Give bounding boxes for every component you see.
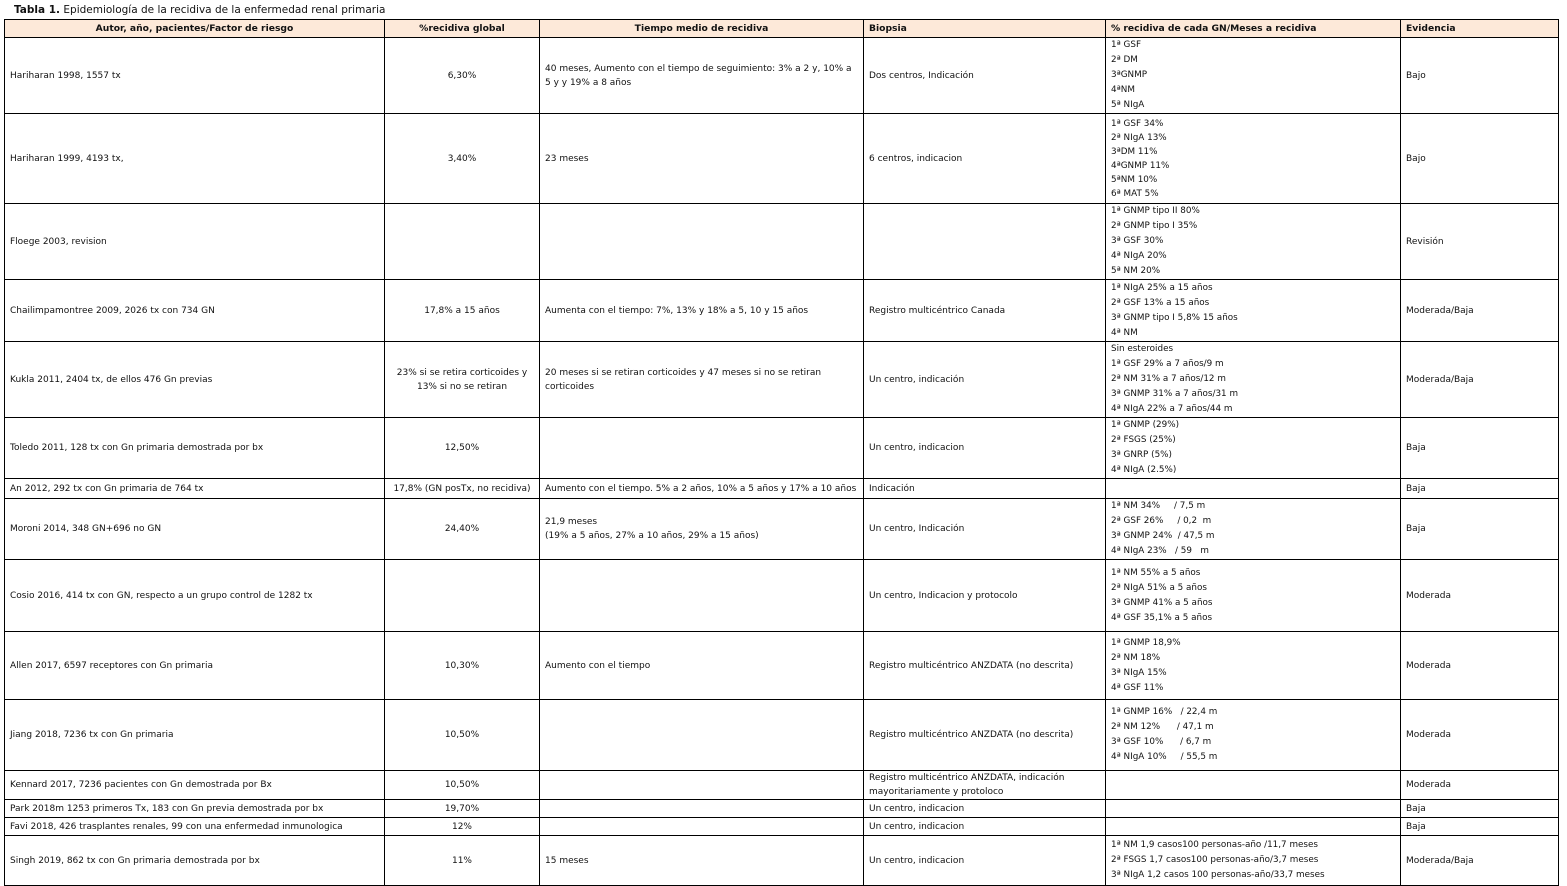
cell-author: Favi 2018, 426 trasplantes renales, 99 con una enfermedad inmunologica	[5, 818, 385, 836]
header-biopsy: Biopsia	[864, 20, 1106, 38]
gn-line: 1ª GSF 29% a 7 años/9 m	[1111, 359, 1224, 369]
cell-evidence: Moderada	[1401, 700, 1559, 771]
cell-author: Moroni 2014, 348 GN+696 no GN	[5, 499, 385, 560]
cell-global: 12%	[385, 818, 540, 836]
cell-biopsy: 6 centros, indicacion	[864, 114, 1106, 204]
cell-time: 21,9 meses (19% a 5 años, 27% a 10 años, 29% a 15 años)	[540, 499, 864, 560]
cell-time	[540, 818, 864, 836]
cell-global: 19,70%	[385, 800, 540, 818]
cell-evidence: Moderada/Baja	[1401, 280, 1559, 342]
cell-global: 11%	[385, 836, 540, 886]
cell-biopsy: Registro multicéntrico ANZDATA (no descrita)	[864, 700, 1106, 771]
cell-evidence: Moderada	[1401, 632, 1559, 700]
gn-line: 4ª NIgA 22% a 7 años/44 m	[1111, 404, 1233, 414]
cell-gn-recurrence	[1106, 38, 1401, 114]
table-row	[5, 38, 1559, 114]
table-caption	[14, 4, 385, 17]
gn-line: 3ª GNMP 24% / 47,5 m	[1111, 531, 1215, 541]
cell-gn-recurrence	[1106, 800, 1401, 818]
gn-line: 4ª NIgA 10% / 55,5 m	[1111, 752, 1218, 762]
gn-line: 3ª GNRP (5%)	[1111, 450, 1172, 460]
cell-gn-recurrence	[1106, 204, 1401, 280]
cell-global: 10,30%	[385, 632, 540, 700]
table-row	[5, 114, 1559, 204]
gn-line: 4ª NIgA 20%	[1111, 251, 1167, 261]
gn-line: 3ª GNMP 31% a 7 años/31 m	[1111, 389, 1239, 399]
cell-gn-recurrence	[1106, 479, 1401, 499]
table-row	[5, 700, 1559, 771]
gn-line: 3ªGNMP	[1111, 70, 1148, 80]
table-row	[5, 204, 1559, 280]
gn-line: 1ª NIgA 25% a 15 años	[1111, 282, 1213, 293]
gn-line: 2ª FSGS 1,7 casos100 personas-año/3,7 meses	[1111, 855, 1319, 865]
cell-time	[540, 800, 864, 818]
cell-time	[540, 204, 864, 280]
cell-time: Aumento con el tiempo. 5% a 2 años, 10% a 5 años y 17% a 10 años	[540, 479, 864, 499]
gn-line: 1ª GNMP (29%)	[1111, 420, 1180, 430]
header-global: %recidiva global	[385, 20, 540, 38]
cell-biopsy: Un centro, Indicación	[864, 499, 1106, 560]
gn-line: 1ª GNMP tipo II 80%	[1111, 206, 1200, 216]
cell-author: Hariharan 1999, 4193 tx,	[5, 114, 385, 204]
cell-time: 20 meses si se retiran corticoides y 47 meses si no se retiran corticoides	[540, 342, 864, 418]
cell-biopsy: Un centro, indicacion	[864, 818, 1106, 836]
gn-line: 1ª NM 34% / 7,5 m	[1111, 501, 1206, 511]
cell-author: An 2012, 292 tx con Gn primaria de 764 tx	[5, 479, 385, 499]
cell-global: 10,50%	[385, 771, 540, 800]
cell-gn-recurrence	[1106, 418, 1401, 479]
cell-biopsy: Registro multicéntrico ANZDATA, indicación mayoritariamente y protoloco	[864, 771, 1106, 800]
cell-author: Park 2018m 1253 primeros Tx, 183 con Gn previa demostrada por bx	[5, 800, 385, 818]
gn-line: 2ª GSF 13% a 15 años	[1111, 297, 1210, 308]
cell-author: Floege 2003, revision	[5, 204, 385, 280]
gn-line: 2ª NM 18%	[1111, 652, 1161, 663]
cell-author: Toledo 2011, 128 tx con Gn primaria demostrada por bx	[5, 418, 385, 479]
table-row	[5, 818, 1559, 836]
gn-line: 2ª NIgA 13%	[1111, 132, 1167, 143]
gn-line: 1ª NM 1,9 casos100 personas-año /11,7 meses	[1111, 840, 1319, 850]
cell-gn-recurrence	[1106, 836, 1401, 886]
gn-line: 5ªNM 10%	[1111, 174, 1158, 185]
table-row	[5, 418, 1559, 479]
cell-time: Aumenta con el tiempo: 7%, 13% y 18% a 5, 10 y 15 años	[540, 280, 864, 342]
cell-author: Chailimpamontree 2009, 2026 tx con 734 GN	[5, 280, 385, 342]
cell-time	[540, 418, 864, 479]
cell-biopsy: Un centro, indicacion	[864, 836, 1106, 886]
header-row	[5, 20, 1559, 38]
table-row	[5, 771, 1559, 800]
gn-line: 5ª NIgA	[1111, 100, 1145, 110]
cell-evidence: Bajo	[1401, 114, 1559, 204]
table-row	[5, 836, 1559, 886]
gn-line: 1ª GSF 34%	[1111, 118, 1164, 129]
cell-gn-recurrence	[1106, 818, 1401, 836]
gn-line: 2ª DM	[1111, 55, 1138, 65]
cell-evidence: Baja	[1401, 800, 1559, 818]
cell-global: 24,40%	[385, 499, 540, 560]
cell-evidence: Baja	[1401, 818, 1559, 836]
cell-author: Cosio 2016, 414 tx con GN, respecto a un grupo control de 1282 tx	[5, 560, 385, 632]
cell-author: Jiang 2018, 7236 tx con Gn primaria	[5, 700, 385, 771]
header-time: Tiempo medio de recidiva	[540, 20, 864, 38]
cell-global: 17,8% (GN posTx, no recidiva)	[385, 479, 540, 499]
cell-global	[385, 204, 540, 280]
table-row	[5, 280, 1559, 342]
cell-time	[540, 560, 864, 632]
cell-evidence: Baja	[1401, 499, 1559, 560]
gn-line: 5ª NM 20%	[1111, 266, 1161, 276]
cell-evidence: Moderada	[1401, 771, 1559, 800]
gn-line: 2ª NM 12% / 47,1 m	[1111, 722, 1214, 732]
gn-line: 4ª NM	[1111, 327, 1138, 338]
gn-line: 6ª MAT 5%	[1111, 188, 1159, 199]
cell-gn-recurrence	[1106, 499, 1401, 560]
gn-line: 4ªNM	[1111, 85, 1135, 95]
table-row	[5, 499, 1559, 560]
cell-biopsy: Un centro, Indicacion y protocolo	[864, 560, 1106, 632]
table-row	[5, 479, 1559, 499]
cell-evidence: Baja	[1401, 479, 1559, 499]
cell-global: 6,30%	[385, 38, 540, 114]
cell-evidence: Moderada/Baja	[1401, 836, 1559, 886]
gn-line: 2ª GSF 26% / 0,2 m	[1111, 516, 1212, 526]
gn-line: 3ª NIgA 15%	[1111, 667, 1167, 678]
caption-text: Epidemiología de la recidiva de la enfermedad renal primaria	[63, 4, 386, 16]
cell-global: 12,50%	[385, 418, 540, 479]
cell-evidence: Revisión	[1401, 204, 1559, 280]
table-row	[5, 632, 1559, 700]
gn-line: 1ª GNMP 18,9%	[1111, 637, 1181, 648]
gn-line: 1ª GNMP 16% / 22,4 m	[1111, 707, 1218, 717]
header-author: Autor, año, pacientes/Factor de riesgo	[5, 20, 385, 38]
gn-line: 2ª NIgA 51% a 5 años	[1111, 582, 1207, 593]
gn-line: 4ªGNMP 11%	[1111, 160, 1170, 171]
cell-time	[540, 700, 864, 771]
cell-global: 17,8% a 15 años	[385, 280, 540, 342]
cell-time: 15 meses	[540, 836, 864, 886]
cell-global	[385, 560, 540, 632]
cell-author: Singh 2019, 862 tx con Gn primaria demostrada por bx	[5, 836, 385, 886]
gn-line: 4ª NIgA (2.5%)	[1111, 465, 1177, 475]
cell-gn-recurrence	[1106, 114, 1401, 204]
cell-biopsy: Registro multicéntrico Canada	[864, 280, 1106, 342]
cell-evidence: Moderada	[1401, 560, 1559, 632]
cell-gn-recurrence	[1106, 342, 1401, 418]
cell-gn-recurrence	[1106, 560, 1401, 632]
table-row	[5, 342, 1559, 418]
cell-gn-recurrence	[1106, 700, 1401, 771]
cell-time: Aumento con el tiempo	[540, 632, 864, 700]
cell-global: 10,50%	[385, 700, 540, 771]
gn-line: 2ª NM 31% a 7 años/12 m	[1111, 374, 1226, 384]
gn-line: 3ª GNMP 41% a 5 años	[1111, 597, 1213, 608]
cell-evidence: Bajo	[1401, 38, 1559, 114]
cell-time: 23 meses	[540, 114, 864, 204]
cell-biopsy: Un centro, indicacion	[864, 418, 1106, 479]
cell-biopsy: Registro multicéntrico ANZDATA (no descrita)	[864, 632, 1106, 700]
cell-biopsy: Un centro, indicación	[864, 342, 1106, 418]
cell-biopsy: Dos centros, Indicación	[864, 38, 1106, 114]
table-body	[5, 38, 1559, 886]
gn-line: 4ª GSF 11%	[1111, 682, 1164, 693]
gn-line: 3ª GSF 30%	[1111, 236, 1164, 246]
gn-line: 4ª GSF 35,1% a 5 años	[1111, 612, 1213, 623]
gn-line: 1ª NM 55% a 5 años	[1111, 567, 1201, 578]
cell-time: 40 meses, Aumento con el tiempo de seguimiento: 3% a 2 y, 10% a 5 y y 19% a 8 años	[540, 38, 864, 114]
cell-author: Allen 2017, 6597 receptores con Gn primaria	[5, 632, 385, 700]
table-row	[5, 800, 1559, 818]
caption-label: Tabla 1.	[14, 4, 61, 16]
gn-line: 1ª GSF	[1111, 40, 1141, 50]
cell-global: 3,40%	[385, 114, 540, 204]
gn-line: 3ª GNMP tipo I 5,8% 15 años	[1111, 312, 1238, 323]
gn-line: 3ª GSF 10% / 6,7 m	[1111, 737, 1212, 747]
cell-gn-recurrence	[1106, 632, 1401, 700]
cell-biopsy	[864, 204, 1106, 280]
cell-time	[540, 771, 864, 800]
cell-global: 23% si se retira corticoides y 13% si no se retiran	[385, 342, 540, 418]
cell-author: Kennard 2017, 7236 pacientes con Gn demostrada por Bx	[5, 771, 385, 800]
header-gn: % recidiva de cada GN/Meses a recidiva	[1106, 20, 1401, 38]
table-row	[5, 560, 1559, 632]
cell-gn-recurrence	[1106, 771, 1401, 800]
cell-biopsy: Un centro, indicacion	[864, 800, 1106, 818]
cell-biopsy: Indicación	[864, 479, 1106, 499]
gn-line: 4ª NIgA 23% / 59 m	[1111, 546, 1209, 556]
header-evidence: Evidencia	[1401, 20, 1559, 38]
cell-author: Kukla 2011, 2404 tx, de ellos 476 Gn previas	[5, 342, 385, 418]
gn-line: 2ª GNMP tipo I 35%	[1111, 221, 1198, 231]
gn-line: 3ª NIgA 1,2 casos 100 personas-año/33,7 meses	[1111, 870, 1325, 880]
recurrence-table	[4, 19, 1559, 886]
gn-line: 2ª FSGS (25%)	[1111, 435, 1176, 445]
gn-line: 3ªDM 11%	[1111, 146, 1158, 157]
cell-author: Hariharan 1998, 1557 tx	[5, 38, 385, 114]
cell-evidence: Baja	[1401, 418, 1559, 479]
cell-gn-recurrence	[1106, 280, 1401, 342]
gn-line: Sin esteroides	[1111, 344, 1174, 354]
cell-evidence: Moderada/Baja	[1401, 342, 1559, 418]
